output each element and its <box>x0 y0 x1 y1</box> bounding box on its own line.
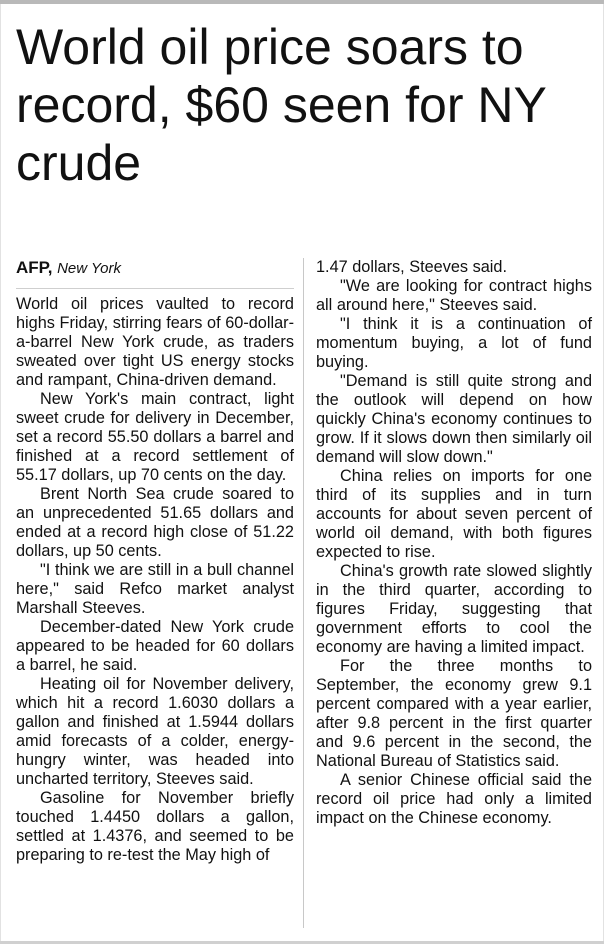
paragraph: Brent North Sea crude soared to an unprecedented 51.65 dollars and ended at a record high close of 51.22 dollars, up 50 cents. <box>16 485 294 560</box>
byline-agency: AFP, <box>16 258 53 277</box>
right-column <box>316 258 592 828</box>
paragraph: December-dated New York crude appeared to be headed for 60 dollars a barrel, he said. <box>16 618 294 674</box>
byline-place: New York <box>57 260 121 277</box>
paragraph: "I think it is a continuation of momentum buying, a lot of fund buying. <box>316 315 592 371</box>
paragraph: China relies on imports for one third of its supplies and in turn accounts for about seven percent of world oil demand, with both figures expected to rise. <box>316 467 592 561</box>
paragraph: 1.47 dollars, Steeves said. <box>316 258 507 276</box>
paragraph: "We are looking for contract highs all around here," Steeves said. <box>316 277 592 314</box>
paragraph: Heating oil for November delivery, which hit a record 1.6030 dollars a gallon and finished at 1.5944 dollars amid forecasts of a colder, energy-hungry winter, was headed into uncharted territory, Steeves said. <box>16 675 294 788</box>
column-divider <box>303 258 304 928</box>
byline-rule <box>16 288 294 289</box>
paragraph: New York's main contract, light sweet crude for delivery in December, set a record 55.50 dollars a barrel and finished at a record settlement of 55.17 dollars, up 70 cents on the day. <box>16 390 294 484</box>
paragraph: "Demand is still quite strong and the outlook will depend on how quickly China's economy continues to grow. If it slows down then similarly oil demand will slow down." <box>316 372 592 466</box>
byline <box>16 258 294 278</box>
paragraph: For the three months to September, the economy grew 9.1 percent compared with a year earlier, after 9.8 percent in the first quarter and 9.6 percent in the second, the National Bureau of Statistics said. <box>316 657 592 770</box>
paragraph: A senior Chinese official said the record oil price had only a limited impact on the Chinese economy. <box>316 771 592 827</box>
paragraph: Gasoline for November briefly touched 1.4450 dollars a gallon, settled at 1.4376, and seemed to be preparing to re-test the May high of <box>16 789 294 864</box>
headline: World oil price soars to record, $60 seen for NY crude <box>16 19 546 191</box>
top-rule <box>0 0 604 4</box>
paragraph: China's growth rate slowed slightly in the third quarter, according to figures Friday, suggesting that government efforts to cool the economy are having a limited impact. <box>316 562 592 656</box>
paragraph: "I think we are still in a bull channel here," said Refco market analyst Marshall Steeves. <box>16 561 294 617</box>
left-column <box>16 258 294 865</box>
paragraph: World oil prices vaulted to record highs Friday, stirring fears of 60-dollar-a-barrel New York crude, as traders sweated over tight US energy stocks and rampant, China-driven demand. <box>16 295 294 389</box>
